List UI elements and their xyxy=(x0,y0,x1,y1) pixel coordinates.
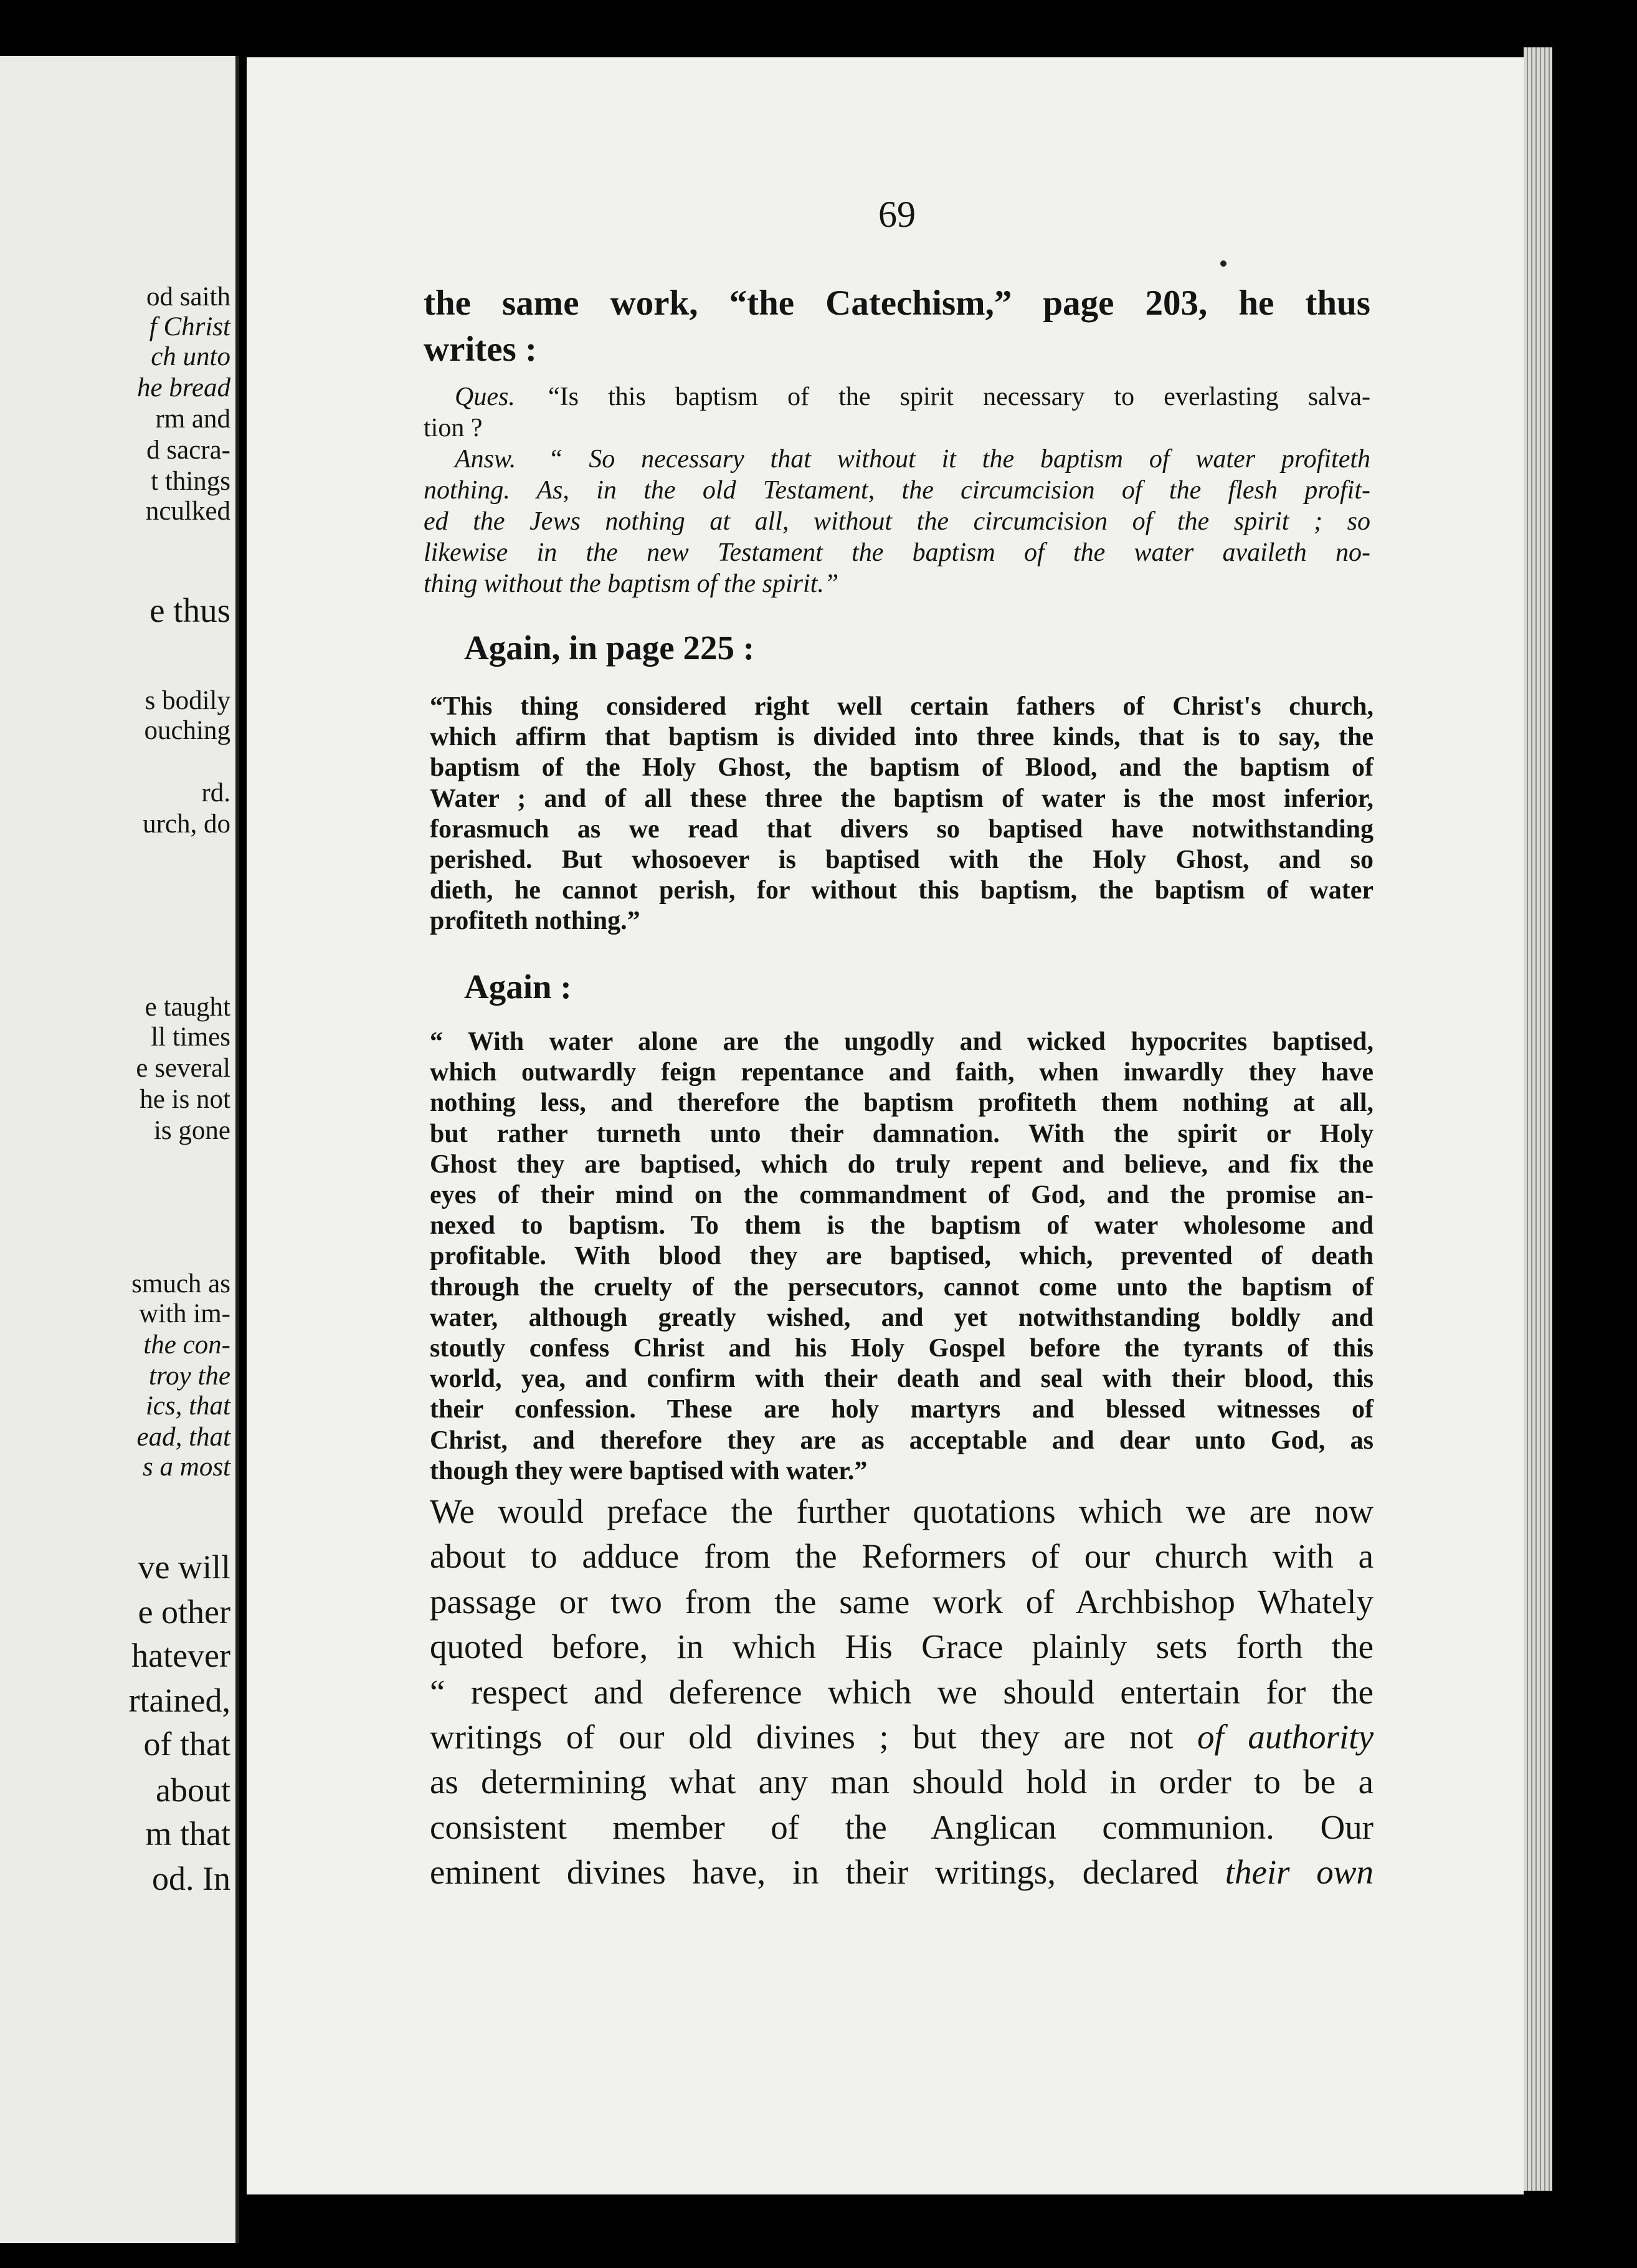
body-paragraph xyxy=(430,1489,1374,1895)
left-page-fragment: ead, that xyxy=(136,1422,230,1452)
left-page-fragment: od. In xyxy=(152,1860,230,1897)
left-page-fragment: rd. xyxy=(201,778,230,808)
left-page-fragment: rm and xyxy=(155,404,230,434)
left-page-fragment: is gone xyxy=(153,1116,230,1145)
heading-again-page-225: Again, in page 225 : xyxy=(464,629,755,667)
left-page-fragment: f Christ xyxy=(149,312,230,341)
answer-text: thing without the baptism of the spirit.” xyxy=(424,569,839,598)
left-page-fragment: e other xyxy=(138,1593,230,1631)
intro-text xyxy=(424,280,1370,373)
paragraph-line: quoted before, in which His Grace plainly sets forth the xyxy=(430,1627,1374,1666)
left-page-fragment: m that xyxy=(145,1815,230,1852)
left-page-fragment: ve will xyxy=(138,1548,230,1586)
quote-line: which outwardly feign repentance and faith, when inwardly they have xyxy=(430,1058,1374,1087)
left-page-fragment: s a most xyxy=(143,1452,230,1482)
page-edge xyxy=(1524,47,1552,2191)
answer-text: likewise in the new Testament the baptism of the water availeth no- xyxy=(424,538,1370,567)
answer-label: Answ. xyxy=(455,445,516,474)
question-text: tion ? xyxy=(424,414,483,442)
left-page-fragment: nculked xyxy=(145,497,230,526)
answer-text: ed the Jews nothing at all, without the circumcision of the spirit ; so xyxy=(424,507,1370,536)
quote-line: water, although greatly wished, and yet notwithstanding boldly and xyxy=(430,1303,1374,1332)
answer-text: “ So necessary that without it the baptism of water profiteth xyxy=(548,445,1370,474)
left-page-fragment: urch, do xyxy=(143,809,230,839)
quote-line: through the cruelty of the persecutors, cannot come unto the baptism of xyxy=(430,1272,1374,1302)
quote-line: baptism of the Holy Ghost, the baptism of Blood, and the baptism of xyxy=(430,753,1374,783)
paragraph-line: “ respect and deference which we should entertain for the xyxy=(430,1672,1374,1711)
left-page-fragment: ics, that xyxy=(145,1391,230,1421)
question-text: “Is this baptism of the spirit necessary to everlasting salva- xyxy=(548,383,1370,411)
paragraph-line: about to adduce from the Reformers of our church with a xyxy=(430,1537,1374,1576)
quote-line: perished. But whosoever is baptised with the Holy Ghost, and so xyxy=(430,846,1374,875)
paragraph-line: We would preface the further quotations which we are now xyxy=(430,1492,1374,1530)
left-page-fragment: hatever xyxy=(131,1637,230,1674)
quote-line: Ghost they are baptised, which do truly repent and believe, and fix the xyxy=(430,1150,1374,1179)
quote-line: nexed to baptism. To them is the baptism of water wholesome and xyxy=(430,1211,1374,1241)
left-page-fragment: he bread xyxy=(136,373,230,403)
left-page-fragment: e thus xyxy=(149,591,230,629)
quote-baptism-kinds xyxy=(430,1027,1374,1487)
quote-line: profitable. With blood they are baptised, which, prevented of death xyxy=(430,1242,1374,1271)
quote-line: world, yea, and confirm with their death and seal with their blood, this xyxy=(430,1365,1374,1394)
paragraph-text: writings of our old divines ; but they are not xyxy=(430,1718,1197,1756)
quote-line: though they were baptised with water.” xyxy=(430,1456,868,1485)
heading-again: Again : xyxy=(464,968,572,1006)
left-page-fragment: s bodily xyxy=(145,686,230,715)
paragraph-line: consistent member of the Anglican communion. Our xyxy=(430,1808,1374,1846)
paragraph-emphasis: their own xyxy=(1225,1853,1374,1892)
quote-line: Christ, and therefore they are as acceptable and dear unto God, as xyxy=(430,1426,1374,1455)
left-page-fragment: he is not xyxy=(140,1085,230,1114)
quote-line: eyes of their mind on the commandment of God, and the promise an- xyxy=(430,1181,1374,1210)
intro-line: writes : xyxy=(424,330,537,369)
paragraph-line xyxy=(430,1850,1374,1895)
left-page-fragment: ch unto xyxy=(151,342,230,371)
quote-line: Water ; and of all these three the baptism of water is the most inferior, xyxy=(430,784,1374,813)
left-page-fragment: about xyxy=(156,1771,230,1809)
left-page-fragment: ouching xyxy=(144,716,230,745)
left-page-fragment: with im- xyxy=(139,1299,230,1328)
quote-line: dieth, he cannot perish, for without this baptism, the baptism of water xyxy=(430,876,1374,905)
quote-line: but rather turneth unto their damnation. With the spirit or Holy xyxy=(430,1119,1374,1148)
catechism-qa xyxy=(424,381,1370,599)
paragraph-emphasis: of authority xyxy=(1197,1718,1374,1756)
paragraph-text: eminent divines have, in their writings, declared xyxy=(430,1853,1225,1892)
left-page-fragment: rtained, xyxy=(128,1682,230,1719)
left-page-fragment: of that xyxy=(143,1725,230,1763)
quote-page-225 xyxy=(430,692,1374,937)
left-page-fragment: smuch as xyxy=(131,1269,230,1298)
answer-text: nothing. As, in the old Testament, the circumcision of the flesh profit- xyxy=(424,476,1370,505)
quote-line: forasmuch as we read that divers so baptised have notwithstanding xyxy=(430,814,1374,844)
left-page-fragment: e several xyxy=(136,1054,230,1083)
intro-line: the same work, “the Catechism,” page 203, he thus xyxy=(424,284,1370,323)
left-page-fragment: t things xyxy=(151,467,230,496)
quote-line: nothing less, and therefore the baptism profiteth them nothing at all, xyxy=(430,1089,1374,1118)
quote-line: their confession. These are holy martyrs and blessed witnesses of xyxy=(430,1395,1374,1424)
paragraph-line: passage or two from the same work of Archbishop Whately xyxy=(430,1582,1374,1621)
quote-line: which affirm that baptism is divided into three kinds, that is to say, the xyxy=(430,723,1374,752)
paragraph-line: as determining what any man should hold in order to be a xyxy=(430,1763,1374,1801)
left-page-fragment: ll times xyxy=(151,1022,230,1052)
left-facing-page xyxy=(0,56,239,2243)
page-number: 69 xyxy=(878,194,916,235)
print-speck xyxy=(1220,260,1227,267)
left-page-fragment: od saith xyxy=(146,282,230,312)
quote-line: “ With water alone are the ungodly and wicked hypocrites baptised, xyxy=(430,1027,1374,1056)
left-page-fragment: e taught xyxy=(145,993,230,1022)
left-page-fragment: troy the xyxy=(149,1361,230,1391)
question-label: Ques. xyxy=(455,383,515,411)
paragraph-line xyxy=(430,1715,1374,1760)
quote-line: “This thing considered right well certain fathers of Christ's church, xyxy=(430,692,1374,721)
quote-line: profiteth nothing.” xyxy=(430,907,640,936)
left-page-fragment: the con- xyxy=(143,1330,230,1360)
quote-line: stoutly confess Christ and his Holy Gospel before the tyrants of this xyxy=(430,1334,1374,1363)
left-page-fragment: d sacra- xyxy=(146,436,230,465)
